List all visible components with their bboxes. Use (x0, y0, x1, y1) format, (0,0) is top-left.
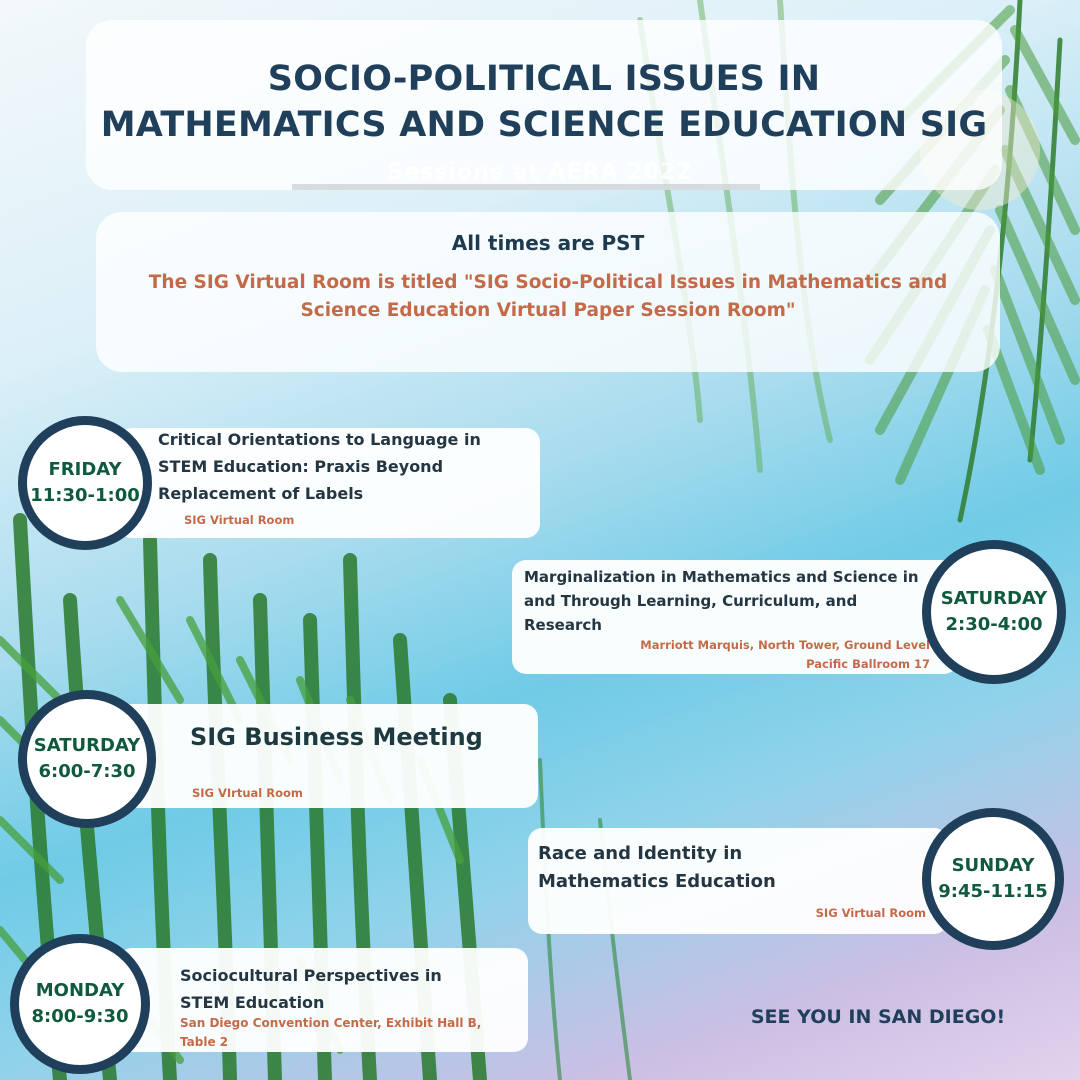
session-location: SIG Virtual Room (184, 513, 295, 527)
page-title-line-1: SOCIO-POLITICAL ISSUES IN (267, 59, 821, 99)
closing-message: SEE YOU IN SAN DIEGO! (750, 1006, 1006, 1028)
day-badge-monday (10, 934, 150, 1074)
session-card-sunday (528, 828, 948, 934)
session-location: San Diego Convention Center, Exhibit Hall B, Table 2 (180, 1016, 482, 1049)
session-title: Critical Orientations to Language in STEM Education: Praxis Beyond Replacement of Labels (158, 430, 481, 503)
timezone-note: All times are PST (451, 231, 645, 255)
day-badge-friday (18, 416, 152, 550)
page-title-line-2: MATHEMATICS AND SCIENCE EDUCATION SIG (100, 105, 988, 145)
virtual-room-note: The SIG Virtual Room is titled "SIG Socio-Political Issues in Mathematics and Science Education Virtual Paper Session Room" (148, 272, 948, 321)
day-badge-saturday-evening (18, 690, 156, 828)
session-location: Marriott Marquis, North Tower, Ground Level Pacific Ballroom 17 (640, 638, 930, 671)
day-badge-saturday-afternoon (922, 540, 1066, 684)
badge-day: SATURDAY (33, 735, 141, 756)
session-title: SIG Business Meeting (190, 723, 483, 751)
badge-day: MONDAY (35, 980, 125, 1001)
badge-time: 6:00-7:30 (38, 761, 136, 782)
session-location: SIG VIrtual Room (192, 786, 303, 800)
badge-time: 11:30-1:00 (30, 485, 140, 506)
badge-time: 2:30-4:00 (945, 614, 1043, 635)
session-card-monday (118, 948, 528, 1052)
badge-day: SATURDAY (940, 588, 1048, 609)
session-card-saturday-evening (118, 704, 538, 808)
session-location: SIG Virtual Room (815, 906, 926, 920)
session-title: Sociocultural Perspectives in STEM Education (180, 966, 442, 1012)
badge-day: FRIDAY (48, 459, 122, 480)
page-subtitle: Sessions at AERA 2022 (387, 160, 693, 185)
session-title: Race and Identity in Mathematics Education (538, 843, 776, 892)
session-card-friday (118, 428, 540, 538)
badge-time: 8:00-9:30 (31, 1006, 129, 1027)
info-card (96, 212, 1000, 372)
badge-day: SUNDAY (951, 855, 1035, 876)
session-card-saturday-afternoon (512, 560, 958, 674)
day-badge-sunday (922, 808, 1064, 950)
badge-time: 9:45-11:15 (938, 881, 1048, 902)
session-title: Marginalization in Mathematics and Science in and Through Learning, Curriculum, and Research (524, 568, 919, 634)
